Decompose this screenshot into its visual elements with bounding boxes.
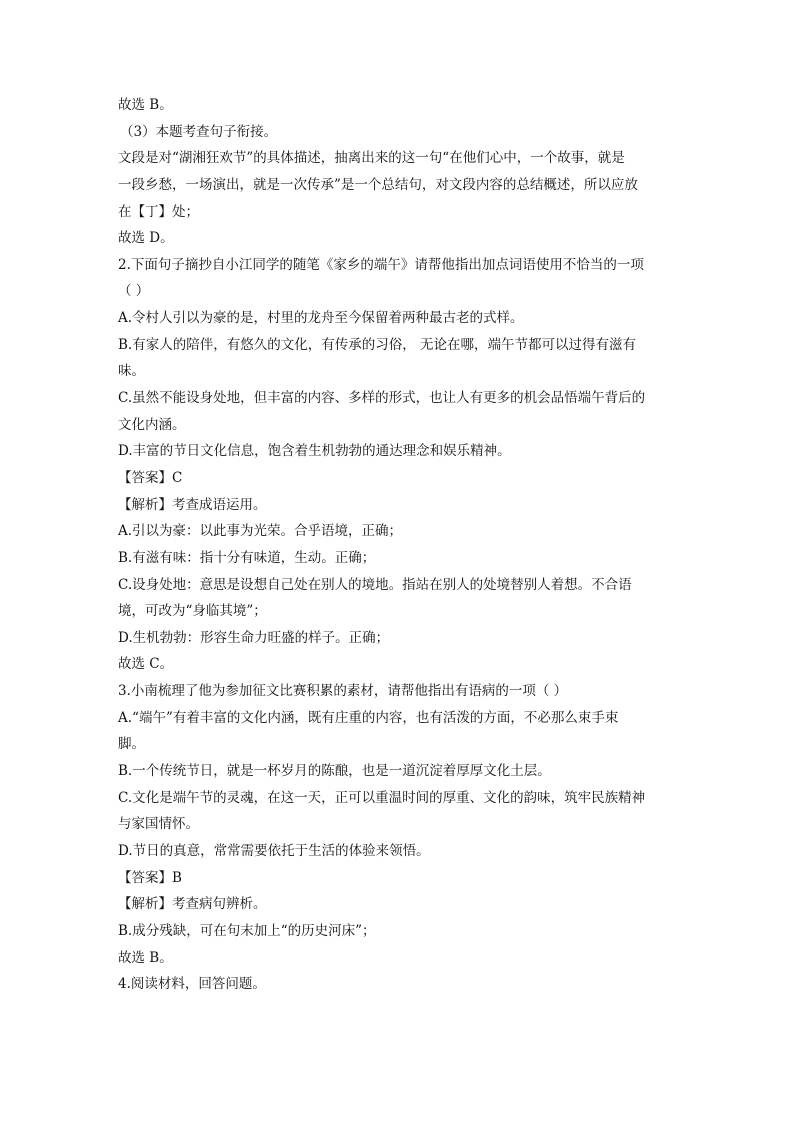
question-2-analysis-d: D.生机勃勃：形容生命力旺盛的样子。正确； [118, 629, 390, 646]
question-2-analysis-c-cont: 境，可改为“身临其境”； [118, 603, 267, 620]
question-3-option-a: A.“端午”有着丰富的文化内涵，既有庄重的内容，也有活泼的方面，不必那么束手束 [118, 709, 619, 726]
question-3-option-b: B.一个传统节日，就是一杯岁月的陈酿，也是一道沉淀着厚厚文化土层。 [118, 763, 551, 780]
question-2-choice: 故选 C。 [118, 656, 174, 673]
question-3-option-c-cont: 与家国情怀。 [118, 816, 199, 833]
text-line: 在【丁】处； [118, 203, 199, 220]
text-line-answer-b: 故选 B。 [118, 97, 173, 113]
question-2-stem: 2.下面句子摘抄自小江同学的随笔《家乡的端午》请帮他指出加点词语使用不恰当的一项 [118, 256, 644, 273]
question-2-option-c: C.虽然不能设身处地，但丰富的内容、多样的形式，也让人有更多的机会品悟端午背后的 [118, 390, 646, 407]
question-3-choice: 故选 B。 [118, 949, 173, 966]
question-3-option-c: C.文化是端午节的灵魂，在这一天，正可以重温时间的厚重、文化的韵味，筑牢民族精神 [118, 789, 646, 806]
question-2-analysis-b: B.有滋有味：指十分有味道，生动。正确； [118, 549, 376, 566]
question-2-analysis: 【解析】考查成语运用。 [118, 496, 267, 513]
question-2-option-d: D.丰富的节日文化信息，饱含着生机勃勃的通达理念和娱乐精神。 [118, 443, 511, 460]
question-2-blank: （ ） [118, 283, 150, 300]
question-2-option-b-cont: 味。 [118, 363, 145, 380]
question-3-analysis: 【解析】考查病句辨析。 [118, 896, 267, 913]
question-2-answer: 【答案】C [118, 469, 183, 486]
question-2-option-a: A.令村人引以为豪的是，村里的龙舟至今保留着两种最古老的式样。 [118, 310, 524, 327]
document-page [118, 92, 678, 998]
question-3-option-a-cont: 脚。 [118, 736, 145, 753]
question-2-analysis-c: C.设身处地：意思是设想自己处在别人的境地。指站在别人的处境替别人着想。不合语 [118, 576, 632, 593]
question-2-option-b: B.有家人的陪伴，有悠久的文化，有传承的习俗， 无论在哪，端午节都可以过得有滋有 [118, 336, 637, 353]
question-3-analysis-b: B.成分残缺，可在句末加上“的历史河床”； [118, 922, 376, 939]
question-4-stem: 4.阅读材料，回答问题。 [118, 976, 266, 993]
question-3-option-d: D.节日的真意，常常需要依托于生活的体验来领悟。 [118, 842, 430, 859]
question-3-answer: 【答案】B [118, 869, 182, 886]
text-line: 文段是对“湖湘狂欢节”的具体描述，抽离出来的这一句“在他们心中，一个故事，就是 [118, 150, 625, 167]
text-line: 一段乡愁，一场演出，就是一次传承”是一个总结句，对文段内容的总结概述，所以应放 [118, 176, 638, 193]
question-2-analysis-a: A.引以为豪：以此事为光荣。合乎语境，正确； [118, 523, 403, 540]
text-line-q3-heading: （3）本题考查句子衔接。 [120, 123, 278, 140]
text-line-answer-d: 故选 D。 [118, 230, 174, 247]
question-2-option-c-cont: 文化内涵。 [118, 416, 186, 433]
question-3-stem: 3.小南梳理了他为参加征文比赛积累的素材，请帮他指出有语病的一项（ ） [118, 683, 568, 700]
